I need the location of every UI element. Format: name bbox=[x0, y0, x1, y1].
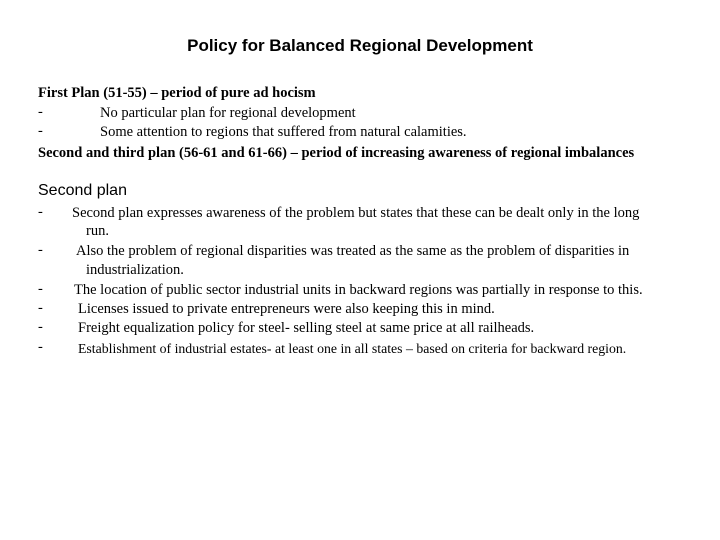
second-plan-point-continuation: industrialization. bbox=[86, 262, 184, 278]
bullet-dash: - bbox=[38, 204, 43, 220]
second-plan-point: Also the problem of regional disparities was treated as the same as the problem of disparities in bbox=[76, 243, 630, 259]
first-plan-point: No particular plan for regional development bbox=[100, 105, 356, 121]
second-plan-point: Licenses issued to private entrepreneurs were also keeping this in mind. bbox=[78, 301, 495, 317]
bullet-dash: - bbox=[38, 123, 43, 139]
second-plan-heading: Second plan bbox=[38, 182, 127, 199]
bullet-dash: - bbox=[38, 104, 43, 120]
first-plan-heading: First Plan (51-55) – period of pure ad hocism bbox=[38, 85, 316, 101]
second-plan-point: Freight equalization policy for steel- selling steel at same price at all railheads. bbox=[78, 320, 535, 336]
second-plan-point-continuation: run. bbox=[86, 223, 109, 239]
bullet-dash: - bbox=[38, 300, 43, 316]
bullet-dash: - bbox=[38, 319, 43, 335]
bullet-dash: - bbox=[38, 281, 43, 297]
bullet-dash: - bbox=[38, 242, 43, 258]
second-plan-point: Second plan expresses awareness of the problem but states that these can be dealt only in the long bbox=[72, 205, 640, 221]
bullet-dash: - bbox=[38, 339, 43, 355]
page-title: Policy for Balanced Regional Development bbox=[187, 36, 533, 55]
second-third-plan-heading: Second and third plan (56-61 and 61-66) – period of increasing awareness of regional imbalances bbox=[38, 145, 635, 161]
first-plan-point: Some attention to regions that suffered from natural calamities. bbox=[100, 124, 467, 140]
second-plan-point: The location of public sector industrial units in backward regions was partially in response to this. bbox=[74, 282, 643, 298]
second-plan-point: Establishment of industrial estates- at least one in all states – based on criteria for backward region. bbox=[78, 341, 627, 356]
